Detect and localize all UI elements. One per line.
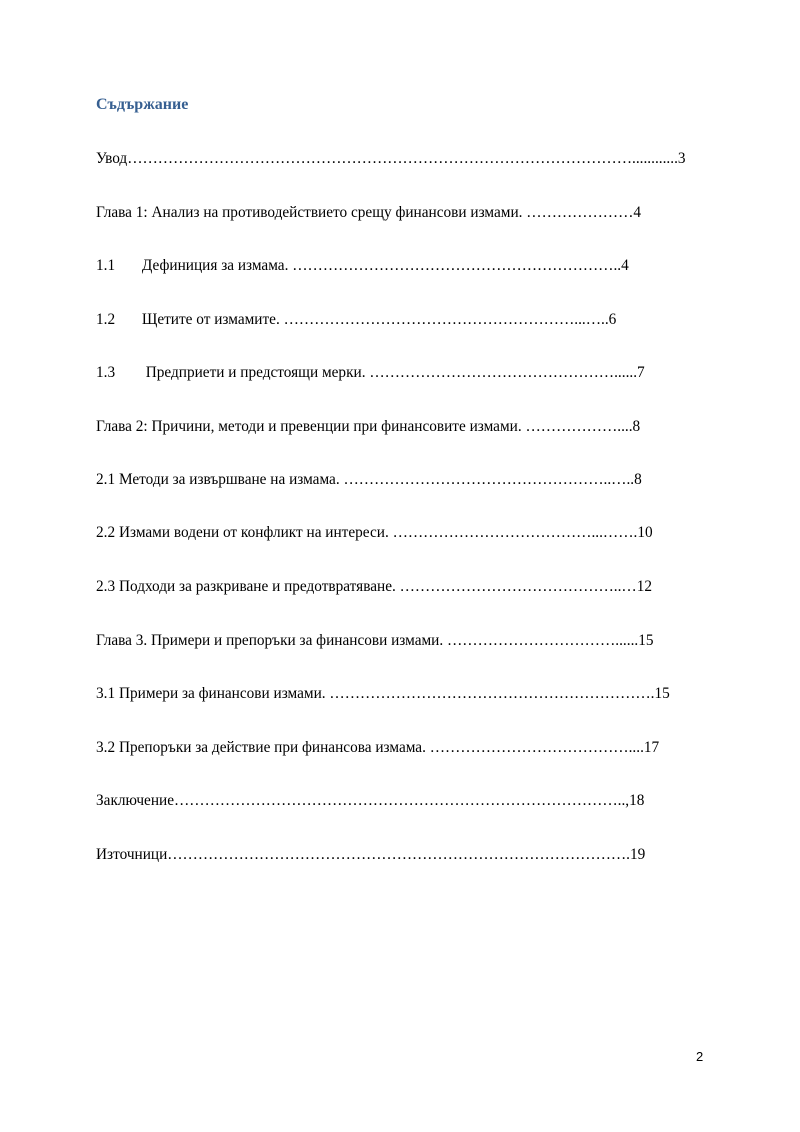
toc-entry-1-1: 1.1 Дефиниция за измама. ………………………………………………………..4 [96, 257, 629, 274]
toc-entry-2-2: 2.2 Измами водени от конфликт на интереси. …………………………………...…….10 [96, 524, 653, 541]
toc-entry-chapter-2: Глава 2: Причини, методи и превенции при финансовите измами. ………………....8 [96, 418, 641, 435]
toc-entry-2-1: 2.1 Методи за извършване на измама. ……………………………………………..…..8 [96, 471, 642, 488]
toc-entry-sources: Източници……………………………………………………………………………….19 [96, 846, 646, 863]
toc-entry-2-3: 2.3 Подходи за разкриване и предотвратяване. ……………………………………..…12 [96, 578, 653, 595]
toc-entry-conclusion: Заключение……………………………………………………………………………..,18 [96, 792, 645, 809]
toc-title: Съдържание [96, 96, 189, 113]
toc-entry-chapter-3: Глава 3. Примери и препоръки за финансови измами. ……………………………......15 [96, 632, 654, 649]
toc-entry-introduction: Увод………………………………………………………………………………………............3 [96, 150, 686, 167]
page-number: 2 [696, 1049, 704, 1064]
toc-entry-3-1: 3.1 Примери за финансови измами. ……………………………………………………….15 [96, 685, 670, 702]
toc-entry-3-2: 3.2 Препоръки за действие при финансова измама. …………………………………....17 [96, 739, 660, 756]
toc-entry-chapter-1: Глава 1: Анализ на противодействието срещу финансови измами. …………………4 [96, 204, 642, 221]
toc-entry-1-2: 1.2 Щетите от измамите. …………………………………………………...…..6 [96, 311, 617, 328]
toc-entry-1-3: 1.3 Предприети и предстоящи мерки. …………………………………………......7 [96, 364, 645, 381]
